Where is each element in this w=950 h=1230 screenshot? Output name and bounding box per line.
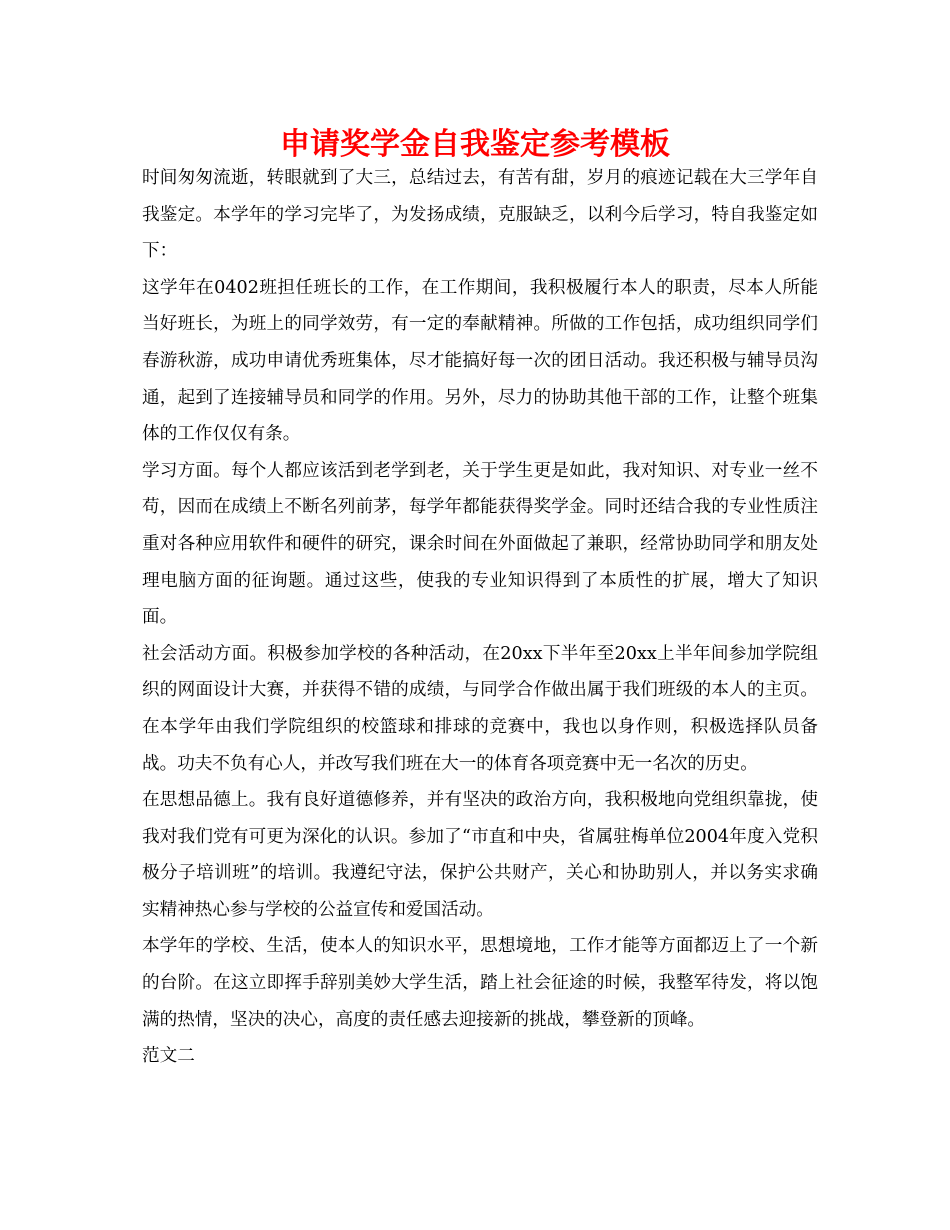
document-title: 申请奖学金自我鉴定参考模板 xyxy=(280,127,670,162)
paragraph-intro: 时间匆匆流逝，转眼就到了大三，总结过去，有苦有甜，岁月的痕迹记载在大三学年自我鉴定。本学年的学习完毕了，为发扬成绩，克服缺乏，以利今后学习，特自我鉴定如下： xyxy=(142,168,818,262)
paragraph-moral-character: 在思想品德上。我有良好道德修养，并有坚决的政治方向，我积极地向党组织靠拢，使我对我们党有可更为深化的认识。参加了“市直和中央，省属驻梅单位2004年度入党积极分子培训班”的培训。我遵纪守法，保护公共财产，关心和协助别人，并以务实求确实精神热心参与学校的公益宣传和爱国活动。 xyxy=(142,790,818,920)
paragraph-sample-two: 范文二 xyxy=(142,1046,195,1067)
paragraph-social-activities: 社会活动方面。积极参加学校的各种活动，在20xx下半年至20xx上半年间参加学院组织的网面设计大赛，并获得不错的成绩，与同学合作做出属于我们班级的本人的主页。在本学年由我们学院组织的校篮球和排球的竞赛中，我也以身作则，积极选择队员备战。功夫不负有心人，并改写我们班在大一的体育各项竞赛中无一名次的历史。 xyxy=(142,643,818,774)
paragraph-conclusion: 本学年的学校、生活，使本人的知识水平，思想境地，工作才能等方面都迈上了一个新的台阶。在这立即挥手辞别美妙大学生活，踏上社会征途的时候，我整军待发，将以饱满的热情，坚决的决心，高度的责任感去迎接新的挑战，攀登新的顶峰。 xyxy=(142,936,818,1030)
paragraph-class-monitor: 这学年在0402班担任班长的工作，在工作期间，我积极履行本人的职责，尽本人所能当好班长，为班上的同学效劳，有一定的奉献精神。所做的工作包括，成功组织同学们春游秋游，成功申请优秀班集体，尽才能搞好每一次的团日活动。我还积极与辅导员沟通，起到了连接辅导员和同学的作用。另外，尽力的协助其他干部的工作，让整个班集体的工作仅仅有条。 xyxy=(142,277,818,445)
document-body xyxy=(142,160,818,1075)
paragraph-study: 学习方面。每个人都应该活到老学到老，关于学生更是如此，我对知识、对专业一丝不苟，因而在成绩上不断名列前茅，每学年都能获得奖学金。同时还结合我的专业性质注重对各种应用软件和硬件的研究，课余时间在外面做起了兼职，经常协助同学和朋友处理电脑方面的征询题。通过这些，使我的专业知识得到了本质性的扩展，增大了知识面。 xyxy=(142,460,818,628)
